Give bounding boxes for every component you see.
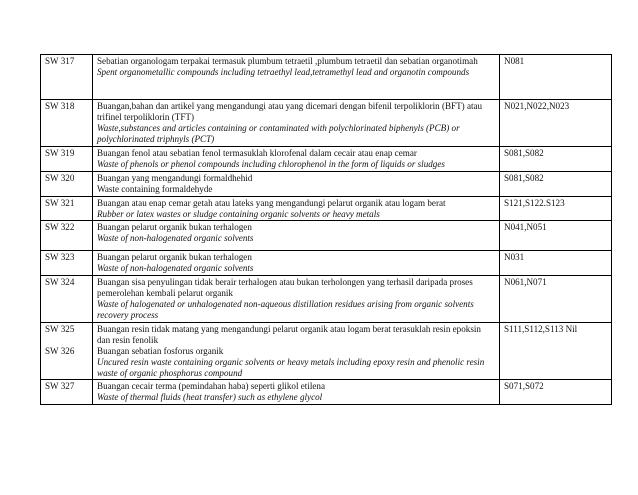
description-malay: Buangan cecair terma (pemindahan haba) seperti glikol etilena [97,381,326,392]
table-row [41,276,612,323]
reference-code: S121,S122.S123 [500,196,612,221]
description-english: Spent organometallic compounds including tetraethyl lead,tetramethyl lead and organotin compounds [97,66,470,77]
table-row [41,100,612,147]
waste-code-secondary: SW 326 [45,345,75,356]
description-malay: Buangan sisa penyulingan tidak berair terhalogen atau bukan terholongen yang terhasil daripada proses pemerolehan kembali pelarut organik [97,277,473,299]
description-malay: Buangan,bahan dan artikel yang mengandungi atau yang dicemari dengan bifenil terpoliklorin (BFT) atau trifinel terpoliklorin (TFT) [97,101,483,122]
waste-code: SW 324 [41,276,93,323]
description-english: Waste of halogenated or unhalogenated non-aqueous distillation residues arising from organic solvents recovery process [97,299,474,320]
waste-description [93,100,500,147]
spacer [45,335,88,346]
waste-code: SW 320 [41,171,93,196]
table-row [41,171,612,196]
reference-code: S081,S082 [500,171,612,196]
table-row [41,322,612,380]
table-row [41,55,612,100]
description-english: Uncured resin waste containing organic solvents or heavy metals including epoxy resin and phenolic resin waste of organic phosphorus compound [97,356,485,378]
description-english: Waste containing formaldehyde [97,183,213,194]
waste-description [93,171,500,196]
description-english: Waste of non-halogenated organic solvents [97,233,254,244]
waste-code: SW 327 [41,380,93,405]
waste-code: SW 319 [41,147,93,172]
reference-code: S111,S112,S113 Nil [500,322,612,380]
description-english: Waste of thermal fluids (heat transfer) such as ethylene glycol [97,392,323,403]
table-row [41,196,612,221]
waste-code: SW 321 [41,196,93,221]
reference-code: N041,N051 [500,221,612,251]
description-malay: Buangan resin tidak matang yang mengandungi pelarut organik atau logam berat terasuklah resin epoksin dan resin fenolik [97,323,481,345]
waste-description [93,322,500,380]
waste-description [93,251,500,276]
waste-description [93,147,500,172]
description-english: Waste of phenols or phenol compounds including chlorophenol in the form of liquids or sludges [97,158,445,169]
description-malay: Buangan yang mengandungi formaldhehid [97,172,253,183]
description-malay-secondary: Buangan sebatian fosforus organik [97,345,224,356]
description-malay: Sebatian organologam terpakai termasuk plumbum tetraetil ,plumbum tetraetil dan sebatian organotimah [97,56,478,66]
reference-code: N021,N022,N023 [500,100,612,147]
waste-description [93,221,500,251]
table-row [41,221,612,251]
waste-code: SW 323 [41,251,93,276]
waste-code: SW 317 [41,55,93,100]
reference-code: S081,S082 [500,147,612,172]
table-row [41,251,612,276]
description-english: Waste of non-halogenated organic solvents [97,263,254,274]
reference-code: S071,S072 [500,380,612,405]
table-row [41,147,612,172]
reference-code: N061,N071 [500,276,612,323]
description-malay: Buangan pelarut organik bukan terhalogen [97,252,252,263]
waste-code: SW 318 [41,100,93,147]
description-english: Waste,substances and articles containing or contaminated with polychlorinated biphenyls (PCB) or polychlorinated triphnyls (PCT) [97,122,460,144]
description-malay: Buangan pelarut organik bukan terhalogen [97,222,252,233]
reference-code: N081 [500,55,612,100]
scheduled-waste-table [40,54,612,405]
waste-code-primary: SW 325 [45,323,75,334]
description-english: Rubber or latex wastes or sludge containing organic solvents or heavy metals [97,208,380,219]
reference-code: N031 [500,251,612,276]
table-row [41,380,612,405]
waste-code: SW 322 [41,221,93,251]
description-malay: Buangan fenol atau sebatian fenol termasuklah klorofenal dalam cecair atau enap cemar [97,148,417,158]
waste-description [93,196,500,221]
description-malay: Buangan atau enap cemar getah atau lateks yang mengandungi pelarut organik atau logam berat [97,197,446,208]
waste-code [41,322,93,380]
waste-description [93,55,500,100]
waste-description [93,276,500,323]
waste-description [93,380,500,405]
